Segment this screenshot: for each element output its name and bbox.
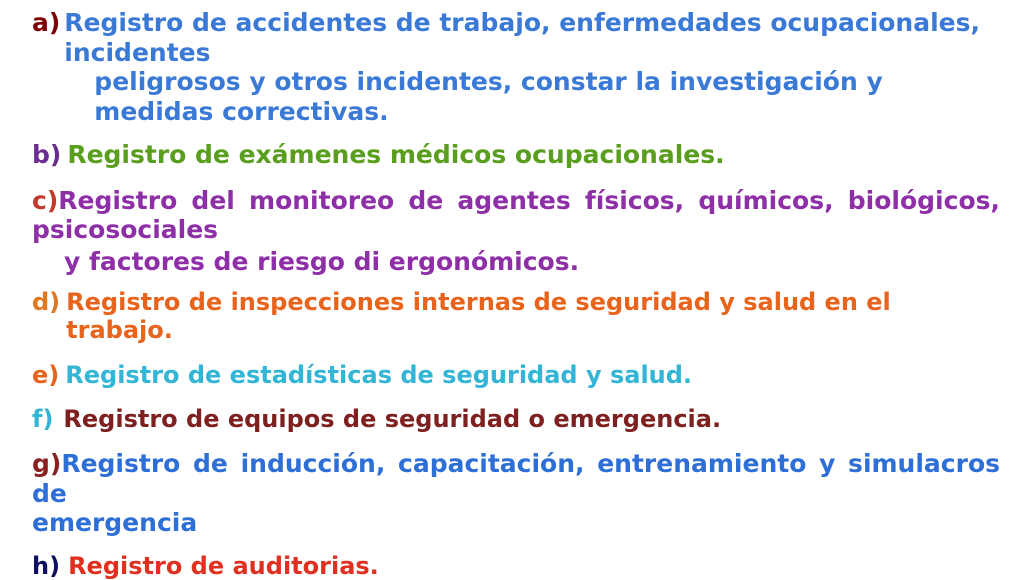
list-text-f: Registro de equipos de seguridad o emergencia. <box>63 404 722 433</box>
list-text-e: Registro de estadísticas de seguridad y salud. <box>65 360 693 389</box>
list-text-b: Registro de exámenes médicos ocupacionales. <box>67 140 725 169</box>
list-marker-h: h) <box>32 551 61 580</box>
list-item-e <box>32 361 1000 389</box>
list-text-c-line2: y factores de riesgo di ergonómicos. <box>64 246 580 276</box>
list-text-d: Registro de inspecciones internas de seguridad y salud en el trabajo. <box>66 288 891 345</box>
list-text-g-line1: Registro de inducción, capacitación, entrenamiento y simulacros de <box>32 449 1000 508</box>
list-marker-e: e) <box>32 360 60 389</box>
list-item-a <box>32 8 1000 126</box>
list-text-h: Registro de auditorias. <box>68 551 379 580</box>
list-text-c-line1: Registro del monitoreo de agentes físicos, químicos, biológicos, psicosociales <box>32 185 1000 244</box>
list-text-a-line2: peligrosos y otros incidentes, constar la investigación y medidas correctivas. <box>94 67 883 126</box>
list-item-d <box>32 288 1000 345</box>
list-text-g-justified <box>32 449 1000 508</box>
list-item-c <box>32 186 1000 277</box>
list-marker-f: f) <box>32 404 54 433</box>
list-item-h <box>32 552 1000 580</box>
list-marker-g: g) <box>32 449 62 479</box>
list-text-a-line1: Registro de accidentes de trabajo, enfermedades ocupacionales, incidentes <box>64 8 981 67</box>
list-item-g <box>32 449 1000 538</box>
list-text-g-line2: emergencia <box>32 508 198 538</box>
list-marker-b: b) <box>32 140 62 169</box>
list-marker-c: c) <box>32 185 59 215</box>
list-text-c-justified <box>32 186 1000 245</box>
list-marker-a: a) <box>32 8 61 37</box>
list-item-f <box>32 405 1000 433</box>
list-item-b <box>32 140 1000 170</box>
list-text-a <box>60 8 1000 126</box>
list-marker-d: d) <box>32 288 61 316</box>
